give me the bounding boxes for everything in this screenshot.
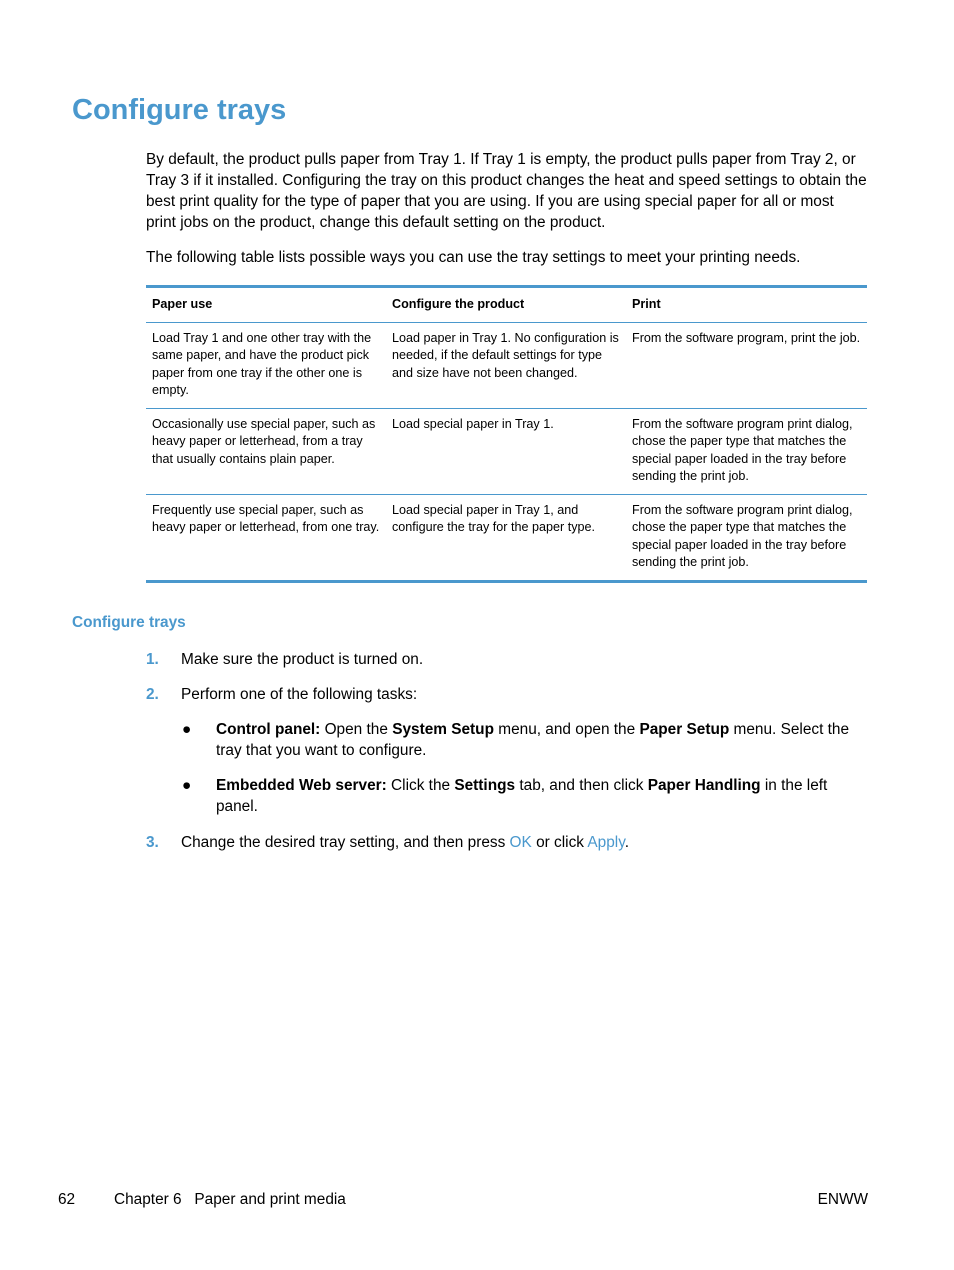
text-run: tab, and then click — [515, 777, 648, 794]
bullet-text — [216, 775, 868, 817]
table-cell: From the software program, print the job. — [632, 330, 861, 345]
apply-button-ref: Apply — [587, 834, 625, 851]
table-cell: Frequently use special paper, such as heavy paper or letterhead, from one tray. — [152, 502, 380, 534]
bullet-dot: ● — [182, 721, 192, 738]
table-cell: From the software program print dialog, chose the paper type that matches the special paper loaded in the tray before sending the print job. — [632, 416, 853, 483]
table-cell: Occasionally use special paper, such as heavy paper or letterhead, from a tray that usually contains plain paper. — [152, 416, 376, 466]
tray-settings-table — [146, 285, 867, 583]
text-run: . — [624, 834, 630, 851]
text-run: Click the — [386, 777, 455, 794]
step-number: 2. — [146, 686, 159, 703]
bullet-label: Control panel: — [216, 721, 321, 738]
table-row — [146, 408, 867, 494]
table-intro-paragraph: The following table lists possible ways you can use the tray settings to meet your printing needs. — [146, 249, 801, 266]
step-text: Make sure the product is turned on. — [181, 651, 424, 668]
table-row — [146, 322, 867, 408]
text-run: Open the — [320, 721, 393, 738]
table-header-row — [146, 287, 867, 323]
step-text — [181, 832, 868, 853]
bullet-item — [182, 775, 868, 817]
text-run: menu, and open the — [493, 721, 640, 738]
ok-button-ref: OK — [509, 834, 532, 851]
tab-name: Settings — [454, 777, 516, 794]
text-run: in the left panel. — [216, 777, 828, 815]
bullet-label: Embedded Web server: — [216, 777, 387, 794]
page-number: 62 — [58, 1191, 76, 1208]
table-cell: Load special paper in Tray 1. — [392, 416, 554, 431]
step-number: 3. — [146, 834, 159, 851]
section-title: Configure trays — [72, 614, 186, 631]
table-cell: Load Tray 1 and one other tray with the same paper, and have the product pick paper from one tray if the other one is empty. — [152, 330, 372, 397]
header-configure-product: Configure the product — [392, 297, 525, 311]
step-text: Perform one of the following tasks: — [181, 686, 418, 703]
bullet-text — [216, 719, 868, 761]
step-item — [146, 684, 868, 705]
header-paper-use: Paper use — [152, 297, 213, 311]
table-cell: Load paper in Tray 1. No configuration is needed, if the default settings for type and size have not been changed. — [392, 330, 619, 380]
page-title: Configure trays — [72, 94, 287, 126]
step-item — [146, 832, 868, 853]
step-number: 1. — [146, 651, 159, 668]
footer-code: ENWW — [817, 1191, 868, 1208]
menu-name: Paper Setup — [639, 721, 730, 738]
text-run: or click — [531, 834, 588, 851]
bullet-dot: ● — [182, 777, 192, 794]
table-cell: From the software program print dialog, chose the paper type that matches the special paper loaded in the tray before sending the print job. — [632, 502, 853, 569]
menu-name: Paper Handling — [647, 777, 761, 794]
step-item — [146, 649, 868, 670]
menu-name: System Setup — [392, 721, 494, 738]
intro-paragraph: By default, the product pulls paper from Tray 1. If Tray 1 is empty, the product pulls paper from Tray 2, or Tray 3 if it installed. Configuring the tray on this product changes the heat and speed settings to obtain the best print quality for the type of paper that you are using. If you are using special paper for all or most print jobs on the product, change this default setting on the product. — [146, 151, 867, 231]
chapter-title: Chapter 6 Paper and print media — [114, 1191, 346, 1208]
bullet-item — [182, 719, 868, 761]
text-run: menu. Select the tray that you want to configure. — [216, 721, 850, 759]
text-run: Change the desired tray setting, and then press — [181, 834, 510, 851]
table-row — [146, 494, 867, 581]
header-print: Print — [632, 297, 661, 311]
table-cell: Load special paper in Tray 1, and configure the tray for the paper type. — [392, 502, 596, 534]
